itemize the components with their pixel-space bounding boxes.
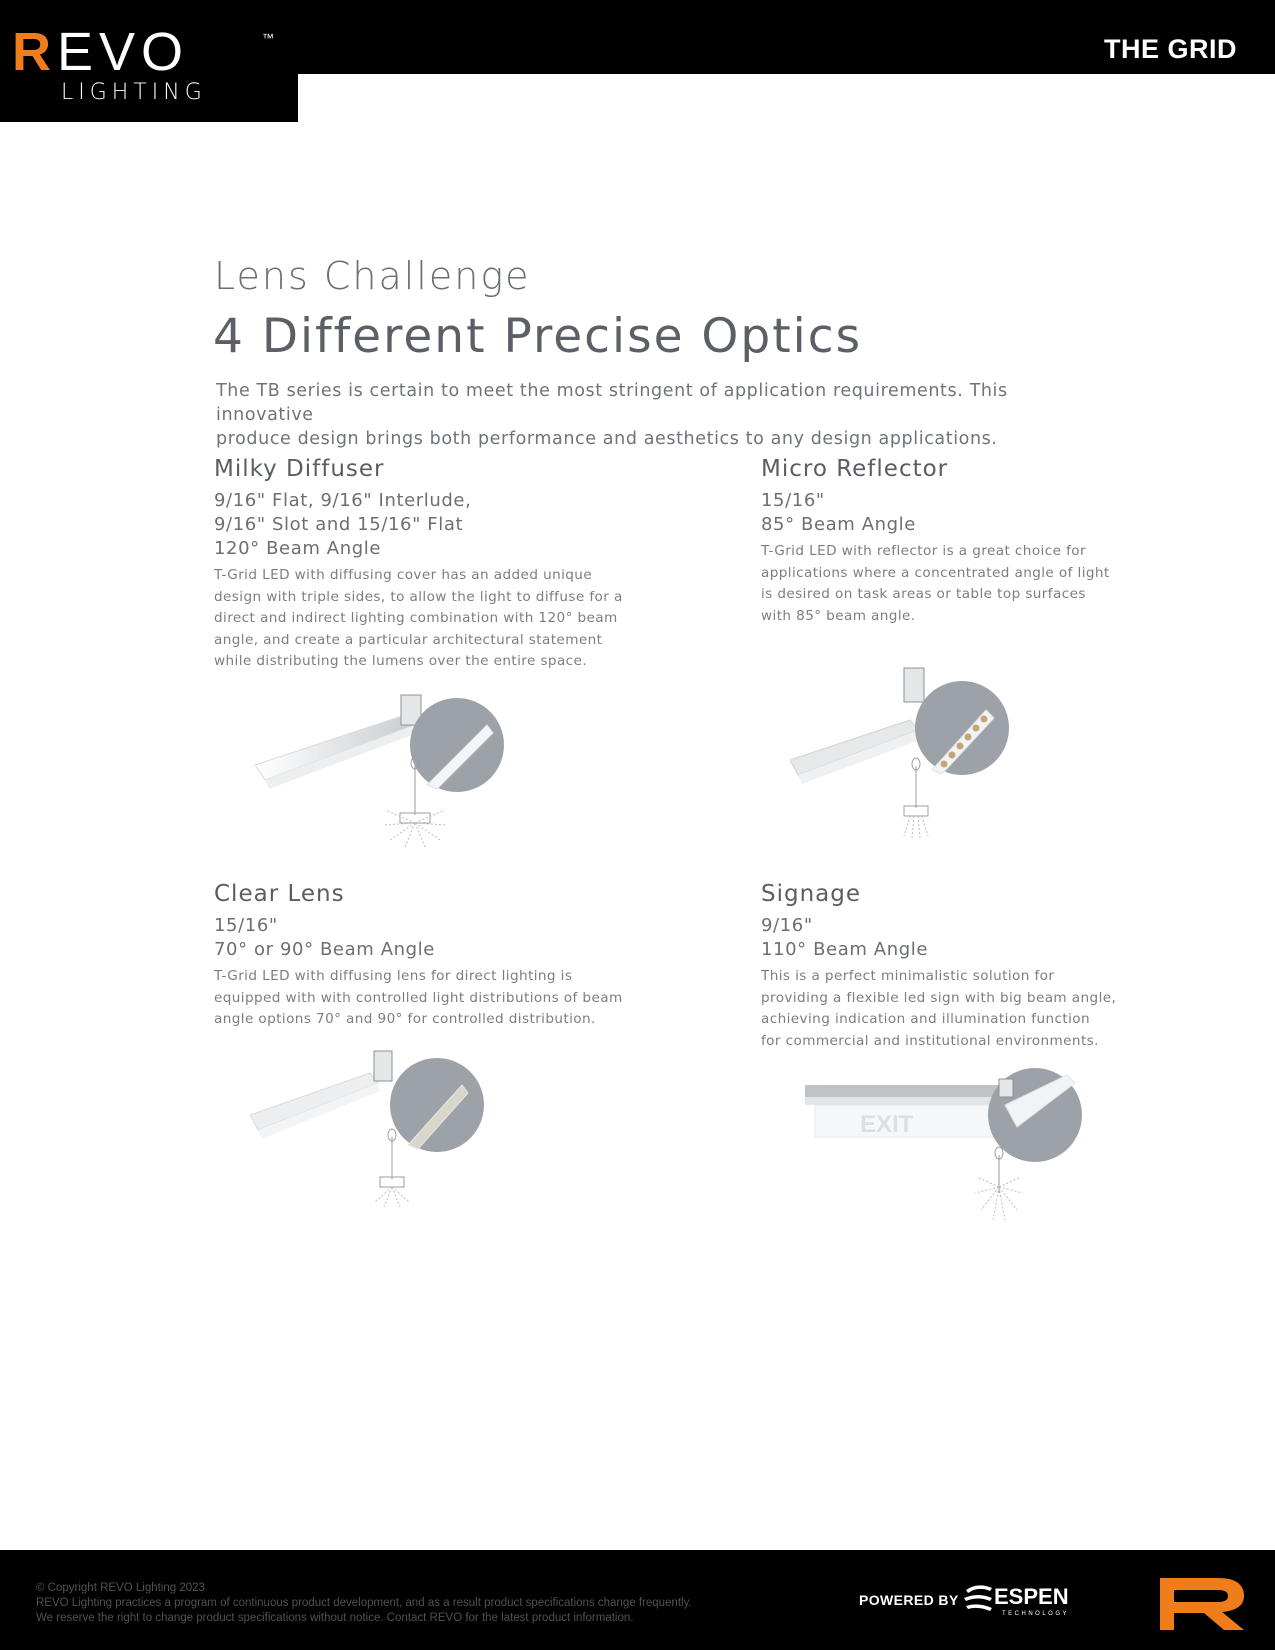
exit-sign-text: EXIT [860,1111,914,1138]
partner-name: ESPEN [994,1584,1069,1609]
legal-line: REVO Lighting practices a program of continuous product development, and as a result product specifications change frequently. [36,1597,692,1609]
desc-line: T-Grid LED with diffusing cover has an added unique [214,567,593,583]
brand-logo [0,0,298,122]
desc-line: providing a flexible led sign with big beam angle, [761,989,1117,1006]
optic-spec: 9/16" [761,915,813,936]
optic-card-micro-reflector [761,456,1161,627]
micro-reflector-illustration [790,660,1030,840]
optic-title: Signage [761,881,862,907]
optic-spec: 15/16" [761,490,825,511]
legal-notice [36,1581,692,1626]
optic-description [761,966,1161,1052]
legal-line: © Copyright REVO Lighting 2023 [36,1582,205,1594]
optic-card-clear-lens [214,881,634,1031]
desc-line: angle, and create a particular architectural statement [214,631,603,648]
intro-line: produce design brings both performance and aesthetics to any design applications. [216,429,998,449]
optic-description [214,565,634,673]
optic-spec: 9/16" Slot and 15/16" Flat [214,514,464,535]
revo-r-mark-icon [1160,1572,1248,1630]
optic-title: Milky Diffuser [214,456,385,482]
optic-spec: 9/16" Flat, 9/16" Interlude, [214,490,472,511]
page-kicker: Lens Challenge [214,254,531,298]
desc-line: This is a perfect minimalistic solution for [761,968,1055,984]
espen-logo [962,1580,1097,1618]
brand-tm: ™ [262,31,274,45]
page-footer [0,1550,1275,1650]
optic-title: Clear Lens [214,881,345,907]
brand-name-rest: EVO [57,22,190,82]
brand-name-initial: R [12,22,51,82]
section-title: THE GRID [1103,34,1237,64]
powered-by-label: POWERED BY [859,1592,959,1608]
desc-line: equipped with with controlled light distributions of beam [214,989,623,1006]
espen-swoosh-icon [966,1585,992,1593]
desc-line: T-Grid LED with reflector is a great choice for [761,543,1086,559]
clear-lens-illustration [250,1045,490,1210]
desc-line: T-Grid LED with diffusing lens for direct lighting is [214,968,573,984]
optic-spec: 85° Beam Angle [761,514,916,535]
signage-illustration [805,1065,1085,1230]
desc-line: while distributing the lumens over the entire space. [214,653,588,669]
desc-line: achieving indication and illumination function [761,1011,1091,1027]
desc-line: with 85° beam angle. [761,607,916,624]
desc-line: for commercial and institutional environments. [761,1032,1099,1049]
optic-card-milky-diffuser [214,456,634,673]
optic-card-signage [761,881,1161,1052]
desc-line: design with triple sides, to allow the light to diffuse for a [214,588,623,605]
desc-line: is desired on task areas or table top surfaces [761,586,1086,602]
intro-paragraph [216,379,1096,451]
legal-line: We reserve the right to change product specifications without notice. Contact REVO for the latest product information. [36,1612,634,1624]
optic-description [761,541,1161,627]
page-headline: 4 Different Precise Optics [213,309,863,364]
revo-wordmark [12,22,274,82]
optic-spec: 110° Beam Angle [761,939,929,960]
desc-line: applications where a concentrated angle of light [761,564,1110,581]
desc-line: angle options 70° and 90° for controlled distribution. [214,1011,596,1027]
brand-sub: LIGHTING [61,80,207,105]
optic-description [214,966,634,1031]
optic-spec: 15/16" [214,915,278,936]
intro-line: The TB series is certain to meet the most stringent of application requirements. This innovative [216,381,1008,425]
optic-spec: 120° Beam Angle [214,538,382,559]
optic-spec: 70° or 90° Beam Angle [214,939,435,960]
milky-diffuser-illustration [255,685,525,850]
optic-title: Micro Reflector [761,456,949,482]
desc-line: direct and indirect lighting combination with 120° beam [214,610,618,626]
partner-sub: TECHNOLOGY [1002,1611,1070,1617]
